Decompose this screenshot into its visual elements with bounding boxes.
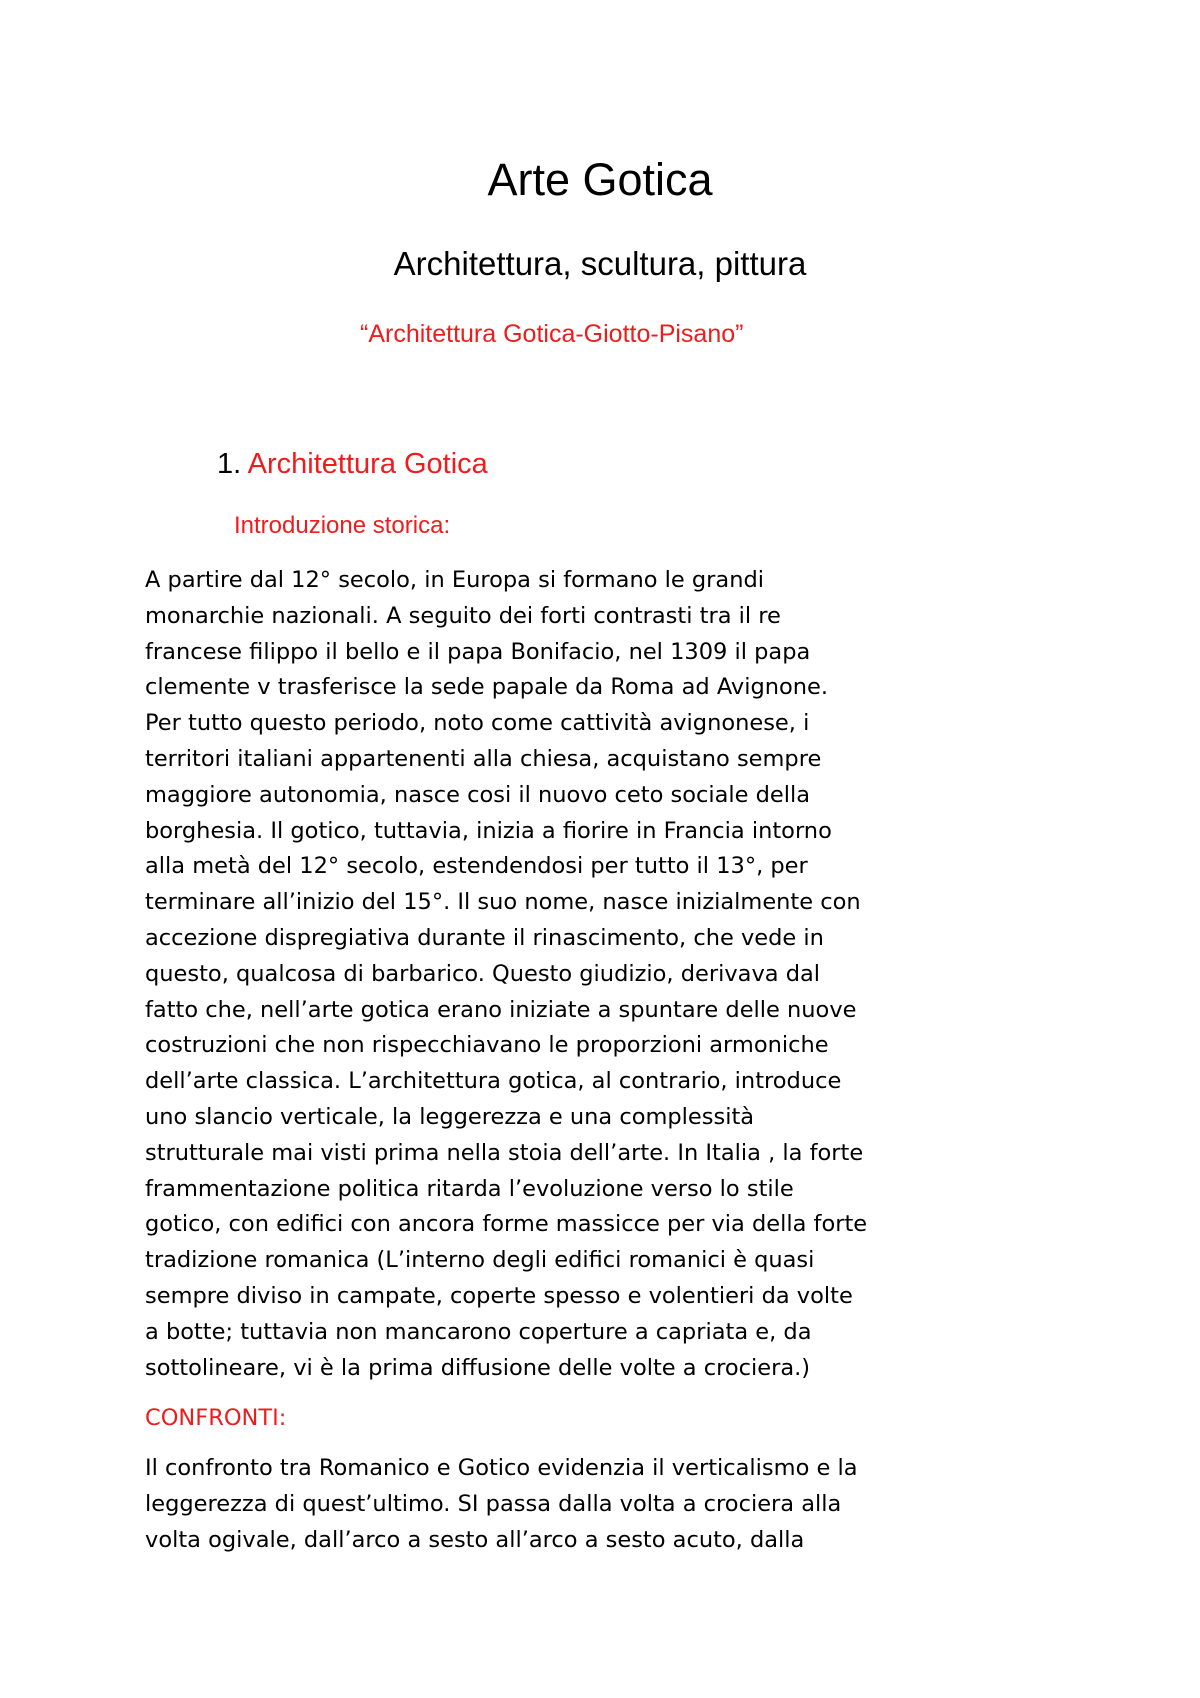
paragraph-line: borghesia. Il gotico, tuttavia, inizia a fiorire in Francia intorno	[145, 817, 832, 844]
paragraph-line: accezione dispregiativa durante il rinascimento, che vede in	[145, 924, 824, 951]
paragraph-line: gotico, con edifici con ancora forme massicce per via della forte	[145, 1211, 868, 1238]
document-title: Arte Gotica	[487, 154, 713, 205]
paragraph-line: terminare all’inizio del 15°. Il suo nome, nasce inizialmente con	[145, 889, 861, 916]
paragraph-line: A partire dal 12° secolo, in Europa si formano le grandi	[145, 567, 765, 593]
paragraph-line: frammentazione politica ritarda l’evoluzione verso lo stile	[145, 1175, 794, 1202]
paragraph-line: Per tutto questo periodo, noto come cattività avignonese, i	[145, 710, 810, 737]
paragraph-line: strutturale mai visti prima nella stoia dell’arte. In Italia , la forte	[145, 1139, 864, 1166]
paragraph-line: alla metà del 12° secolo, estendendosi per tutto il 13°, per	[145, 853, 808, 880]
paragraph-line: monarchie nazionali. A seguito dei forti contrasti tra il re	[145, 602, 781, 629]
paragraph-line: sottolineare, vi è la prima diffusione delle volte a crociera.)	[145, 1354, 811, 1381]
section-heading	[217, 445, 488, 483]
paragraph-line: dell’arte classica. L’architettura gotica, al contrario, introduce	[145, 1068, 842, 1095]
paragraph-intro	[145, 563, 1065, 1386]
paragraph-line: fatto che, nell’arte gotica erano iniziate a spuntare delle nuove	[145, 996, 857, 1023]
paragraph-line: questo, qualcosa di barbarico. Questo giudizio, derivava dal	[145, 960, 821, 987]
paragraph-confronti	[145, 1451, 1065, 1558]
section-title: Architettura Gotica	[247, 448, 488, 480]
paragraph-line: sempre diviso in campate, coperte spesso e volentieri da volte	[145, 1282, 853, 1309]
paragraph-line: uno slancio verticale, la leggerezza e una complessità	[145, 1103, 755, 1130]
confronti-label: CONFRONTI:	[145, 1405, 287, 1431]
paragraph-line: volta ogivale, dall’arco a sesto all’arco a sesto acuto, dalla	[145, 1526, 805, 1553]
intro-label: Introduzione storica:	[234, 512, 451, 539]
paragraph-line: costruzioni che non rispecchiavano le proporzioni armoniche	[145, 1032, 829, 1059]
paragraph-line: Il confronto tra Romanico e Gotico evidenzia il verticalismo e la	[145, 1455, 858, 1481]
document-subtitle: Architettura, scultura, pittura	[393, 245, 807, 282]
document-quote: “Architettura Gotica-Giotto-Pisano”	[360, 320, 744, 348]
paragraph-line: tradizione romanica (L’interno degli edifici romanici è quasi	[145, 1247, 815, 1274]
section-number: 1.	[217, 448, 248, 480]
paragraph-line: leggerezza di quest’ultimo. SI passa dalla volta a crociera alla	[145, 1490, 842, 1517]
paragraph-line: francese filippo il bello e il papa Bonifacio, nel 1309 il papa	[145, 638, 811, 665]
paragraph-line: a botte; tuttavia non mancarono coperture a capriata e, da	[145, 1318, 812, 1345]
paragraph-line: territori italiani appartenenti alla chiesa, acquistano sempre	[145, 745, 822, 772]
paragraph-line: maggiore autonomia, nasce cosi il nuovo ceto sociale della	[145, 781, 811, 808]
paragraph-line: clemente v trasferisce la sede papale da Roma ad Avignone.	[145, 674, 829, 701]
